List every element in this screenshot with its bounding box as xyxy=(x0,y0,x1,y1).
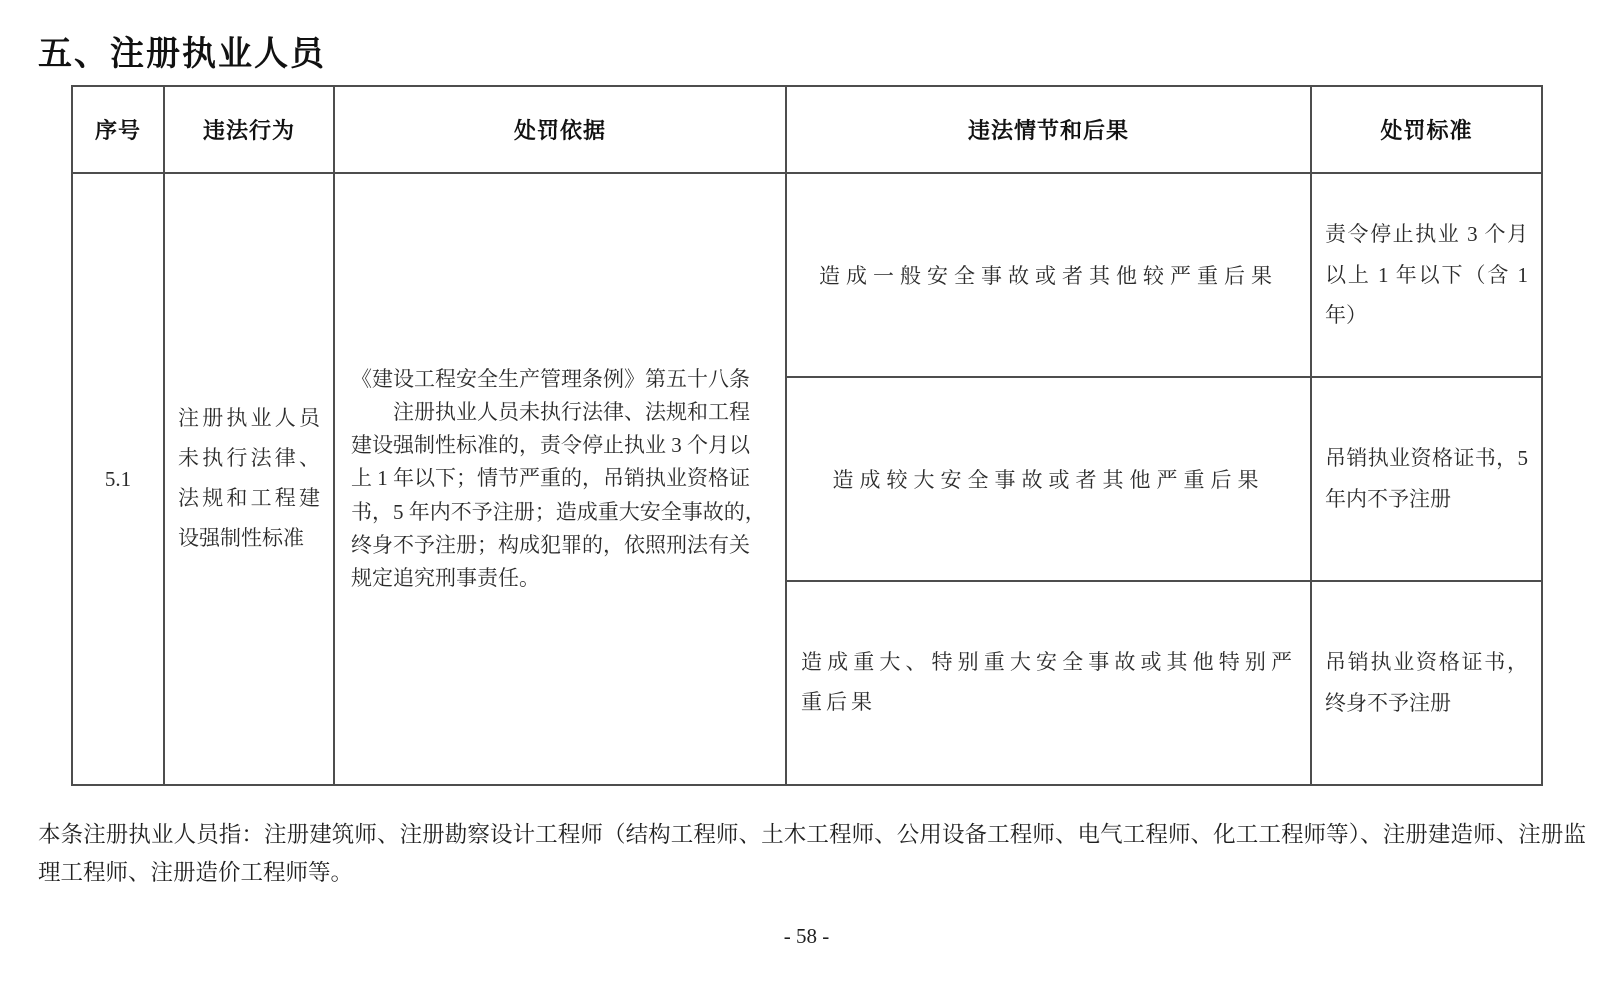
page-number: - 58 - xyxy=(783,924,830,948)
header-cell-number: 序号 xyxy=(72,86,164,173)
header-cell-circumstances: 违法情节和后果 xyxy=(786,86,1311,173)
table-row xyxy=(72,173,1542,377)
cell-standard-severe: 吊销执业资格证书，终身不予注册 xyxy=(1311,581,1542,785)
cell-circumstance-major: 造成较大安全事故或者其他严重后果 xyxy=(786,377,1311,581)
basis-paragraph-detail: 注册执业人员未执行法律、法规和工程建设强制性标准的，责令停止执业 3 个月以上 1 年以下；情节严重的，吊销执业资格证书，5 年内不予注册；造成重大安全事故的，终身不予注册；构成犯罪的，依照刑法有关规定追究刑事责任。 xyxy=(351,400,766,590)
footnote-text: 本条注册执业人员指：注册建筑师、注册勘察设计工程师（结构工程师、土木工程师、公用设备工程师、电气工程师、化工工程师等）、注册建造师、注册监理工程师、注册造价工程师等。 xyxy=(38,822,1586,886)
cell-illegal-behavior: 注册执业人员未执行法律、法规和工程建设强制性标准 xyxy=(164,173,334,785)
cell-penalty-basis xyxy=(334,173,786,785)
cell-circumstance-severe: 造成重大、特别重大安全事故或其他特别严重后果 xyxy=(786,581,1311,785)
cell-standard-general: 责令停止执业 3 个月以上 1 年以下（含 1 年） xyxy=(1311,173,1542,377)
page-title: 五、注册执业人员 xyxy=(38,36,326,73)
basis-paragraph-regulation: 《建设工程安全生产管理条例》第五十八条 xyxy=(351,366,750,391)
header-cell-penalty-basis: 处罚依据 xyxy=(334,86,786,173)
penalty-table xyxy=(71,85,1543,786)
header-cell-illegal-behavior: 违法行为 xyxy=(164,86,334,173)
header-cell-penalty-standard: 处罚标准 xyxy=(1311,86,1542,173)
cell-standard-major: 吊销执业资格证书，5 年内不予注册 xyxy=(1311,377,1542,581)
table-header-row xyxy=(72,86,1542,173)
cell-circumstance-general: 造成一般安全事故或者其他较严重后果 xyxy=(786,173,1311,377)
cell-number: 5.1 xyxy=(72,173,164,785)
